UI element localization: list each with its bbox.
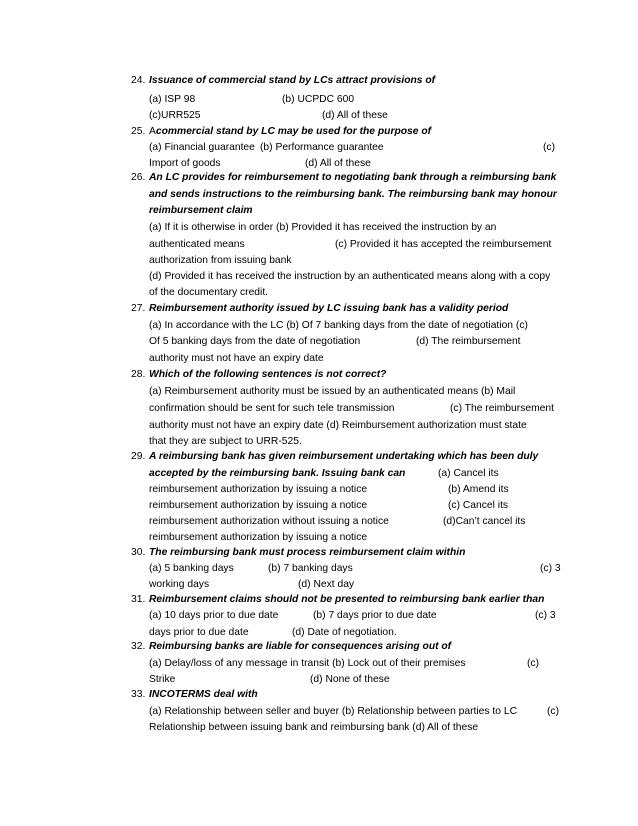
answer-option-text: (d) Next day [298, 579, 355, 590]
answer-option-text: (a) Relationship between seller and buyer (b) Relationship between parties to LC [149, 706, 518, 717]
answer-option-text: authority must not have an expiry date (d) Reimbursement authorization must state [149, 420, 527, 431]
answer-option-text: (b) Amend its [448, 484, 509, 495]
answer-option-text: (a) 10 days prior to due date [149, 610, 279, 621]
question-text: The reimbursing bank must process reimbursement claim within [149, 547, 466, 558]
answer-option-text: Of 5 banking days from the date of negotiation [149, 336, 361, 347]
answer-option-text: of the documentary credit. [149, 287, 269, 298]
answer-option-text: Strike [149, 674, 176, 685]
question-text: Which of the following sentences is not correct? [149, 369, 387, 380]
answer-option-text: (a) Delay/loss of any message in transit (b) Lock out of their premises [149, 658, 466, 669]
answer-option-text: (c) The reimbursement [450, 403, 554, 414]
question-number: 28. [131, 369, 146, 380]
question-number: 25. [131, 126, 146, 137]
answer-option-text: reimbursement authorization by issuing a notice [149, 532, 368, 543]
answer-option-text: (c) Cancel its [448, 500, 509, 511]
question-text: reimbursement claim [149, 205, 253, 216]
answer-option-text: (b) 7 days prior to due date [313, 610, 437, 621]
answer-option-text: authorization from issuing bank [149, 255, 292, 266]
question-text: accepted by the reimbursing bank. Issuing bank can [149, 468, 406, 479]
answer-option-text: (d) The reimbursement [416, 336, 521, 347]
question-text: A reimbursing bank has given reimbursement undertaking which has been duly [149, 451, 539, 462]
question-text: Reimbursing banks are liable for consequences arising out of [149, 641, 452, 652]
answer-option-text: Import of goods [149, 158, 221, 169]
answer-option-text: (d)Can’t cancel its [443, 516, 526, 527]
answer-option-text: (c) 3 [540, 563, 561, 574]
answer-option-text: (b) Performance guarantee [260, 142, 384, 153]
question-text: Reimbursement authority issued by LC issuing bank has a validity period [149, 303, 509, 314]
answer-option-text: (b) UCPDC 600 [282, 94, 355, 105]
question-text: commercial stand by LC may be used for the purpose of [155, 126, 432, 137]
answer-option-text: (c) [547, 706, 560, 717]
answer-option-text: reimbursement authorization by issuing a notice [149, 484, 368, 495]
answer-option-text: (d) All of these [322, 110, 388, 121]
answer-option-text: (a) Financial guarantee [149, 142, 255, 153]
answer-option-text: (d) All of these [305, 158, 371, 169]
question-text: Issuance of commercial stand by LCs attract provisions of [149, 75, 436, 86]
answer-option-text: Relationship between issuing bank and reimbursing bank (d) All of these [149, 722, 479, 733]
question-number: 27. [131, 303, 146, 314]
question-text: and sends instructions to the reimbursing bank. The reimbursing bank may honour [149, 189, 557, 200]
answer-option-text: (a) 5 banking days [149, 563, 234, 574]
answer-option-text: authenticated means [149, 239, 245, 250]
answer-option-text: confirmation should be sent for such tele transmission [149, 403, 395, 414]
answer-option-text: authority must not have an expiry date [149, 353, 324, 364]
answer-option-text: (c) [527, 658, 540, 669]
question-number: 31. [131, 594, 146, 605]
question-number: 33. [131, 689, 146, 700]
answer-option-text: (a) Reimbursement authority must be issued by an authenticated means (b) Mail [149, 386, 516, 397]
answer-option-text: (a) In accordance with the LC (b) Of 7 banking days from the date of negotiation (c) [149, 320, 528, 331]
answer-option-text: (c) [543, 142, 556, 153]
question-text: INCOTERMS deal with [149, 689, 258, 700]
answer-option-text: working days [149, 579, 210, 590]
answer-option-text: (c)URR525 [149, 110, 201, 121]
answer-option-text: reimbursement authorization by issuing a notice [149, 500, 368, 511]
answer-option-text: (a) ISP 98 [149, 94, 196, 105]
answer-option-text: (d) None of these [310, 674, 390, 685]
question-text: An LC provides for reimbursement to negotiating bank through a reimbursing bank [149, 172, 557, 183]
answer-option-text: (a) Cancel its [438, 468, 499, 479]
answer-option-text: days prior to due date [149, 627, 249, 638]
answer-option-text: (c) Provided it has accepted the reimbursement [335, 239, 552, 250]
answer-option-text: (c) 3 [535, 610, 556, 621]
question-text: Reimbursement claims should not be presented to reimbursing bank earlier than [149, 594, 545, 605]
answer-option-text: reimbursement authorization without issuing a notice [149, 516, 389, 527]
answer-option-text: A [149, 126, 156, 137]
question-number: 26. [131, 172, 146, 183]
answer-option-text: (d) Date of negotiation. [292, 627, 397, 638]
question-number: 32. [131, 641, 146, 652]
answer-option-text: (a) If it is otherwise in order (b) Provided it has received the instruction by an [149, 222, 497, 233]
answer-option-text: (b) 7 banking days [268, 563, 353, 574]
question-number: 24. [131, 75, 146, 86]
answer-option-text: that they are subject to URR-525. [149, 436, 302, 447]
question-number: 30. [131, 547, 146, 558]
question-number: 29. [131, 451, 146, 462]
answer-option-text: (d) Provided it has received the instruction by an authenticated means along with a copy [149, 271, 551, 282]
